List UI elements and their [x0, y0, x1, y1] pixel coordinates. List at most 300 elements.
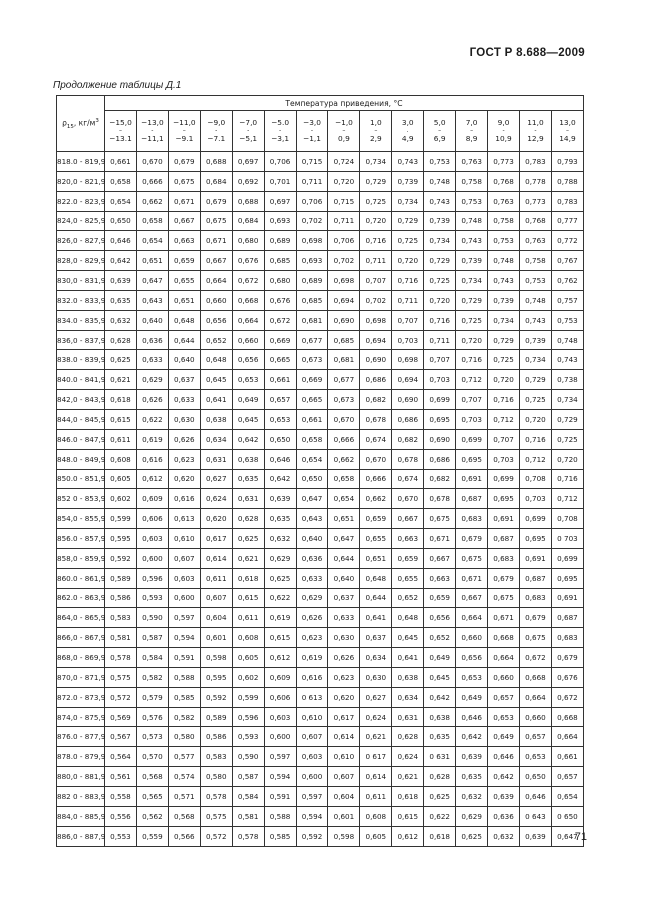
coefficient-cell: 0,695	[488, 489, 520, 509]
density-range-cell: 818.0 - 819,9	[57, 152, 105, 172]
table-row	[57, 310, 584, 330]
coefficient-cell: 0,648	[200, 350, 232, 370]
coefficient-cell: 0,625	[456, 826, 488, 846]
coefficient-cell: 0,581	[105, 628, 137, 648]
coefficient-cell: 0,788	[551, 171, 583, 191]
coefficient-cell: 0,594	[168, 628, 200, 648]
coefficient-cell: 0,674	[392, 469, 424, 489]
coefficient-cell: 0,729	[424, 251, 456, 271]
coefficient-cell: 0,672	[519, 648, 551, 668]
coefficient-cell: 0,597	[264, 747, 296, 767]
coefficient-cell: 0,619	[136, 429, 168, 449]
coefficient-cell: 0,571	[168, 787, 200, 807]
coefficient-cell: 0,743	[551, 350, 583, 370]
coefficient-cell: 0,588	[264, 806, 296, 826]
coefficient-cell: 0,668	[488, 628, 520, 648]
coefficient-cell: 0,669	[264, 330, 296, 350]
table-row	[57, 489, 584, 509]
coefficient-cell: 0,734	[456, 271, 488, 291]
coefficient-cell: 0,698	[328, 271, 360, 291]
coefficient-cell: 0,707	[360, 271, 392, 291]
coefficient-cell: 0,602	[105, 489, 137, 509]
coefficient-cell: 0,565	[136, 787, 168, 807]
coefficient-cell: 0,630	[360, 667, 392, 687]
coefficient-cell: 0,665	[296, 390, 328, 410]
density-range-cell: 852 0 - 853,9	[57, 489, 105, 509]
coefficient-cell: 0,675	[200, 211, 232, 231]
coefficient-cell: 0,664	[232, 310, 264, 330]
coefficient-cell: 0,697	[264, 191, 296, 211]
table-row	[57, 211, 584, 231]
coefficient-cell: 0,658	[328, 469, 360, 489]
density-range-cell: 850.0 - 851,9	[57, 469, 105, 489]
coefficient-cell: 0,599	[105, 509, 137, 529]
table-row	[57, 826, 584, 846]
density-range-cell: 846.0 - 847,9	[57, 429, 105, 449]
coefficient-cell: 0,743	[392, 152, 424, 172]
coefficient-cell: 0,619	[264, 608, 296, 628]
coefficient-cell: 0,594	[264, 767, 296, 787]
coefficient-cell: 0,647	[551, 826, 583, 846]
coefficient-cell: 0,670	[328, 409, 360, 429]
coefficient-cell: 0,595	[105, 529, 137, 549]
coefficient-cell: 0,561	[105, 767, 137, 787]
coefficient-cell: 0,638	[232, 449, 264, 469]
coefficient-cell: 0,702	[360, 290, 392, 310]
coefficient-cell: 0,621	[105, 370, 137, 390]
coefficient-cell: 0,753	[456, 191, 488, 211]
temperature-lo: −15,0	[109, 117, 132, 127]
table-row	[57, 251, 584, 271]
coefficient-cell: 0,608	[360, 806, 392, 826]
coefficient-cell: 0,695	[424, 409, 456, 429]
coefficient-cell: 0,763	[488, 191, 520, 211]
coefficient-cell: 0,621	[360, 727, 392, 747]
temperature-lo: −9,0	[207, 117, 226, 127]
coefficient-cell: 0,670	[392, 489, 424, 509]
coefficient-cell: 0,693	[264, 211, 296, 231]
coefficient-cell: 0,604	[328, 787, 360, 807]
coefficient-cell: 0,603	[136, 529, 168, 549]
table-row	[57, 707, 584, 727]
temperature-hi: 12,9	[527, 134, 544, 143]
coefficient-cell: 0,772	[551, 231, 583, 251]
coefficient-cell: 0,613	[168, 509, 200, 529]
coefficient-cell: 0,674	[360, 429, 392, 449]
coefficient-cell: 0,711	[392, 290, 424, 310]
coefficient-cell: 0,720	[551, 449, 583, 469]
coefficient-cell: 0,716	[519, 429, 551, 449]
coefficient-cell: 0 703	[551, 529, 583, 549]
coefficient-cell: 0,687	[519, 568, 551, 588]
coefficient-cell: 0,596	[136, 568, 168, 588]
temperature-column-header	[232, 111, 264, 152]
coefficient-cell: 0,657	[551, 767, 583, 787]
coefficient-cell: 0,562	[136, 806, 168, 826]
coefficient-cell: 0,725	[551, 429, 583, 449]
coefficient-cell: 0,720	[424, 290, 456, 310]
coefficient-cell: 0,688	[200, 152, 232, 172]
coefficient-cell: 0,753	[488, 231, 520, 251]
coefficient-cell: 0,689	[264, 231, 296, 251]
coefficient-cell: 0,574	[168, 767, 200, 787]
coefficient-cell: 0,681	[328, 350, 360, 370]
density-range-cell: 872.0 - 873,9	[57, 687, 105, 707]
coefficient-cell: 0,683	[456, 509, 488, 529]
coefficient-cell: 0,639	[519, 826, 551, 846]
temperature-hi: −11,1	[141, 134, 164, 143]
table-row	[57, 548, 584, 568]
coefficient-cell: 0,720	[456, 330, 488, 350]
coefficient-cell: 0,656	[232, 350, 264, 370]
coefficient-cell: 0,633	[296, 568, 328, 588]
coefficient-cell: 0,615	[232, 588, 264, 608]
coefficient-cell: 0,716	[551, 469, 583, 489]
coefficient-cell: 0,734	[488, 310, 520, 330]
coefficient-cell: 0,594	[296, 806, 328, 826]
density-range-cell: 832.0 - 833,9	[57, 290, 105, 310]
coefficient-cell: 0,621	[232, 548, 264, 568]
coefficient-cell: 0 617	[360, 747, 392, 767]
temperature-lo: −13,0	[141, 117, 164, 127]
coefficient-cell: 0,676	[551, 667, 583, 687]
coefficient-cell: 0,582	[168, 707, 200, 727]
coefficient-cell: 0,657	[488, 687, 520, 707]
coefficient-cell: 0,663	[392, 529, 424, 549]
density-range-cell: 860.0 - 861,9	[57, 568, 105, 588]
coefficient-cell: 0,607	[200, 588, 232, 608]
coefficient-cell: 0,608	[232, 628, 264, 648]
coefficient-cell: 0,615	[105, 409, 137, 429]
coefficient-cell: 0,642	[456, 727, 488, 747]
coefficient-cell: 0,715	[296, 152, 328, 172]
coefficient-cell: 0,569	[105, 707, 137, 727]
coefficient-cell: 0,651	[136, 251, 168, 271]
coefficient-cell: 0,679	[519, 608, 551, 628]
coefficient-cell: 0,626	[136, 390, 168, 410]
coefficient-cell: 0,777	[551, 211, 583, 231]
coefficient-cell: 0,658	[105, 171, 137, 191]
temperature-columns-row	[57, 111, 584, 152]
coefficient-cell: 0,624	[392, 747, 424, 767]
coefficient-cell: 0,682	[392, 429, 424, 449]
coefficient-cell: 0,676	[232, 251, 264, 271]
density-range-cell: 826,0 - 827,9	[57, 231, 105, 251]
coefficient-cell: 0,768	[488, 171, 520, 191]
coefficient-cell: 0,748	[551, 330, 583, 350]
coefficient-cell: 0,720	[328, 171, 360, 191]
coefficient-cell: 0,629	[456, 806, 488, 826]
coefficient-cell: 0,679	[168, 152, 200, 172]
coefficient-cell: 0,609	[136, 489, 168, 509]
coefficient-cell: 0,603	[264, 707, 296, 727]
coefficient-cell: 0,654	[551, 787, 583, 807]
coefficient-cell: 0,699	[488, 469, 520, 489]
coefficient-cell: 0,658	[136, 211, 168, 231]
coefficient-cell: 0,667	[424, 548, 456, 568]
coefficient-cell: 0,625	[264, 568, 296, 588]
coefficient-cell: 0,692	[232, 171, 264, 191]
density-range-cell: 842,0 - 843,9	[57, 390, 105, 410]
temperature-lo: 11,0	[527, 117, 544, 127]
density-range-cell: 848.0 - 849,9	[57, 449, 105, 469]
coefficient-cell: 0,677	[328, 370, 360, 390]
coefficient-cell: 0,587	[136, 628, 168, 648]
coefficient-cell: 0,614	[200, 548, 232, 568]
coefficient-cell: 0,643	[136, 290, 168, 310]
coefficient-cell: 0,620	[168, 469, 200, 489]
coefficient-cell: 0,676	[264, 290, 296, 310]
coefficient-cell: 0,641	[392, 648, 424, 668]
coefficient-cell: 0,632	[264, 529, 296, 549]
coefficient-cell: 0,652	[392, 588, 424, 608]
coefficient-cell: 0,622	[424, 806, 456, 826]
coefficient-cell: 0,609	[264, 667, 296, 687]
coefficient-cell: 0,610	[168, 529, 200, 549]
coefficient-cell: 0,623	[168, 449, 200, 469]
temperature-column-header	[456, 111, 488, 152]
table-row	[57, 171, 584, 191]
coefficient-cell: 0,587	[232, 767, 264, 787]
coefficient-cell: 0,610	[328, 747, 360, 767]
coefficient-cell: 0,568	[168, 806, 200, 826]
coefficient-cell: 0,592	[200, 687, 232, 707]
temperature-hi: −1,1	[303, 134, 321, 143]
table-row	[57, 767, 584, 787]
coefficient-cell: 0,643	[296, 509, 328, 529]
coefficient-cell: 0,656	[424, 608, 456, 628]
coefficient-cell: 0,629	[296, 588, 328, 608]
coefficient-cell: 0,653	[232, 370, 264, 390]
coefficient-cell: 0,729	[551, 409, 583, 429]
coefficient-cell: 0,654	[136, 231, 168, 251]
coefficient-cell: 0,725	[488, 350, 520, 370]
coefficient-cell: 0,703	[488, 449, 520, 469]
coefficient-cell: 0,580	[168, 727, 200, 747]
coefficient-cell: 0,716	[456, 350, 488, 370]
coefficient-cell: 0,645	[424, 667, 456, 687]
coefficient-cell: 0,622	[136, 409, 168, 429]
coefficient-cell: 0,604	[200, 608, 232, 628]
coefficient-cell: 0,767	[551, 251, 583, 271]
document-standard-header: ГОСТ Р 8.688—2009	[469, 47, 585, 59]
coefficient-cell: 0,667	[168, 211, 200, 231]
coefficient-cell: 0,648	[360, 568, 392, 588]
coefficient-cell: 0,702	[328, 251, 360, 271]
coefficient-cell: 0,605	[105, 469, 137, 489]
coefficient-cell: 0,708	[519, 469, 551, 489]
coefficient-cell: 0,716	[360, 231, 392, 251]
temperature-lo: 13,0	[559, 117, 576, 127]
coefficient-cell: 0,654	[296, 449, 328, 469]
coefficient-cell: 0,572	[105, 687, 137, 707]
coefficient-cell: 0,685	[296, 290, 328, 310]
coefficient-cell: 0,611	[105, 429, 137, 449]
coefficient-cell: 0,698	[296, 231, 328, 251]
coefficient-cell: 0,583	[200, 747, 232, 767]
coefficient-cell: 0,665	[264, 350, 296, 370]
coefficient-cell: 0,734	[519, 350, 551, 370]
density-range-cell: 866,0 - 867,9	[57, 628, 105, 648]
coefficient-cell: 0,627	[360, 687, 392, 707]
coefficient-cell: 0,614	[328, 727, 360, 747]
coefficient-cell: 0,628	[424, 767, 456, 787]
coefficient-cell: 0,653	[456, 667, 488, 687]
temperature-sep: –	[118, 127, 122, 134]
coefficient-cell: 0,600	[168, 588, 200, 608]
coefficient-cell: 0,656	[456, 648, 488, 668]
coefficient-cell: 0,617	[200, 529, 232, 549]
coefficient-cell: 0,582	[136, 667, 168, 687]
temperature-column-header	[519, 111, 551, 152]
temperature-hi: 0,9	[338, 134, 350, 143]
temperature-sep: –	[342, 127, 346, 134]
coefficient-cell: 0,648	[168, 310, 200, 330]
coefficient-cell: 0,649	[424, 648, 456, 668]
coefficient-cell: 0,644	[328, 548, 360, 568]
coefficient-cell: 0,610	[296, 707, 328, 727]
coefficient-cell: 0,575	[105, 667, 137, 687]
coefficient-cell: 0,645	[392, 628, 424, 648]
density-range-cell: 828,0 - 829,9	[57, 251, 105, 271]
temperature-sep: -	[310, 127, 314, 134]
coefficient-cell: 0,690	[360, 350, 392, 370]
coefficient-cell: 0,590	[232, 747, 264, 767]
coefficient-cell: 0,618	[232, 568, 264, 588]
coefficient-cell: 0,657	[264, 390, 296, 410]
coefficient-cell: 0,758	[456, 171, 488, 191]
temperature-hi: 2,9	[369, 134, 382, 143]
temperature-header: Температура приведения, °С	[105, 96, 584, 111]
coefficient-cell: 0,593	[136, 588, 168, 608]
density-range-cell: 834.0 - 835,9	[57, 310, 105, 330]
coefficient-cell: 0,758	[488, 211, 520, 231]
density-range-cell: 836,0 - 837,9	[57, 330, 105, 350]
coefficient-cell: 0,612	[392, 826, 424, 846]
coefficient-cell: 0,588	[168, 667, 200, 687]
table-row	[57, 330, 584, 350]
table-row	[57, 747, 584, 767]
coefficient-cell: 0,630	[328, 628, 360, 648]
coefficient-cell: 0,667	[456, 588, 488, 608]
coefficient-cell: 0,664	[456, 608, 488, 628]
coefficient-cell: 0,652	[424, 628, 456, 648]
temperature-sep: –	[374, 127, 378, 134]
temperature-hi: 14,9	[559, 134, 576, 143]
density-range-cell: 862.0 - 863,9	[57, 588, 105, 608]
coefficient-cell: 0,624	[200, 489, 232, 509]
coefficient-cell: 0,707	[488, 429, 520, 449]
density-range-cell: 820,0 - 821,9	[57, 171, 105, 191]
coefficient-cell: 0,691	[456, 469, 488, 489]
coefficient-cell: 0,694	[392, 370, 424, 390]
coefficient-cell: 0,690	[392, 390, 424, 410]
coefficient-cell: 0,577	[168, 747, 200, 767]
coefficient-cell: 0,659	[360, 509, 392, 529]
temperature-lo: 5,0	[433, 117, 446, 127]
density-conversion-table	[56, 95, 584, 847]
temperature-sep: -	[215, 127, 218, 134]
coefficient-cell: 0,644	[168, 330, 200, 350]
coefficient-cell: 0,664	[519, 687, 551, 707]
density-range-cell: 858,0 - 859,9	[57, 548, 105, 568]
coefficient-cell: 0,631	[200, 449, 232, 469]
coefficient-cell: 0,616	[136, 449, 168, 469]
coefficient-cell: 0,716	[392, 271, 424, 291]
table-row	[57, 409, 584, 429]
coefficient-cell: 0,601	[200, 628, 232, 648]
coefficient-cell: 0,698	[392, 350, 424, 370]
temperature-column-header	[424, 111, 456, 152]
coefficient-cell: 0,720	[360, 211, 392, 231]
coefficient-cell: 0,626	[296, 608, 328, 628]
coefficient-cell: 0,716	[424, 310, 456, 330]
coefficient-cell: 0,653	[519, 747, 551, 767]
coefficient-cell: 0,699	[519, 509, 551, 529]
coefficient-cell: 0,623	[328, 667, 360, 687]
coefficient-cell: 0,653	[264, 409, 296, 429]
coefficient-cell: 0,635	[232, 469, 264, 489]
coefficient-cell: 0,570	[136, 747, 168, 767]
coefficient-cell: 0,649	[456, 687, 488, 707]
coefficient-cell: 0,664	[200, 271, 232, 291]
coefficient-cell: 0,695	[551, 568, 583, 588]
table-row	[57, 390, 584, 410]
coefficient-cell: 0,757	[551, 290, 583, 310]
coefficient-cell: 0,645	[232, 409, 264, 429]
coefficient-cell: 0,693	[296, 251, 328, 271]
coefficient-cell: 0,640	[168, 350, 200, 370]
coefficient-cell: 0,650	[296, 469, 328, 489]
coefficient-cell: 0,725	[360, 191, 392, 211]
coefficient-cell: 0,753	[551, 310, 583, 330]
coefficient-cell: 0,663	[424, 568, 456, 588]
coefficient-cell: 0,635	[424, 727, 456, 747]
coefficient-cell: 0,694	[360, 330, 392, 350]
temperature-lo: 9,0	[497, 117, 510, 127]
coefficient-cell: 0,712	[488, 409, 520, 429]
density-range-cell: 876.0 - 877,9	[57, 727, 105, 747]
coefficient-cell: 0,629	[136, 370, 168, 390]
coefficient-cell: 0,586	[200, 727, 232, 747]
coefficient-cell: 0,682	[424, 469, 456, 489]
coefficient-cell: 0,666	[136, 171, 168, 191]
coefficient-cell: 0,638	[200, 409, 232, 429]
table-row	[57, 806, 584, 826]
temperature-column-header	[264, 111, 296, 152]
coefficient-cell: 0,584	[232, 787, 264, 807]
temperature-lo: −11,0	[172, 117, 196, 127]
coefficient-cell: 0,642	[264, 469, 296, 489]
table-row	[57, 231, 584, 251]
coefficient-cell: 0,583	[105, 608, 137, 628]
temperature-sep: -	[278, 127, 282, 134]
coefficient-cell: 0,725	[519, 390, 551, 410]
coefficient-cell: 0,618	[392, 787, 424, 807]
temperature-hi: −9.1	[175, 134, 194, 143]
temperature-sep: .	[406, 127, 409, 134]
coefficient-cell: 0,612	[264, 648, 296, 668]
coefficient-cell: 0,661	[296, 409, 328, 429]
coefficient-cell: 0,657	[519, 727, 551, 747]
coefficient-cell: 0,660	[519, 707, 551, 727]
coefficient-cell: 0,649	[488, 727, 520, 747]
coefficient-cell: 0,642	[232, 429, 264, 449]
coefficient-cell: 0,602	[232, 667, 264, 687]
coefficient-cell: 0,625	[105, 350, 137, 370]
coefficient-cell: 0,753	[519, 271, 551, 291]
temperature-hi: 6,9	[433, 134, 446, 143]
